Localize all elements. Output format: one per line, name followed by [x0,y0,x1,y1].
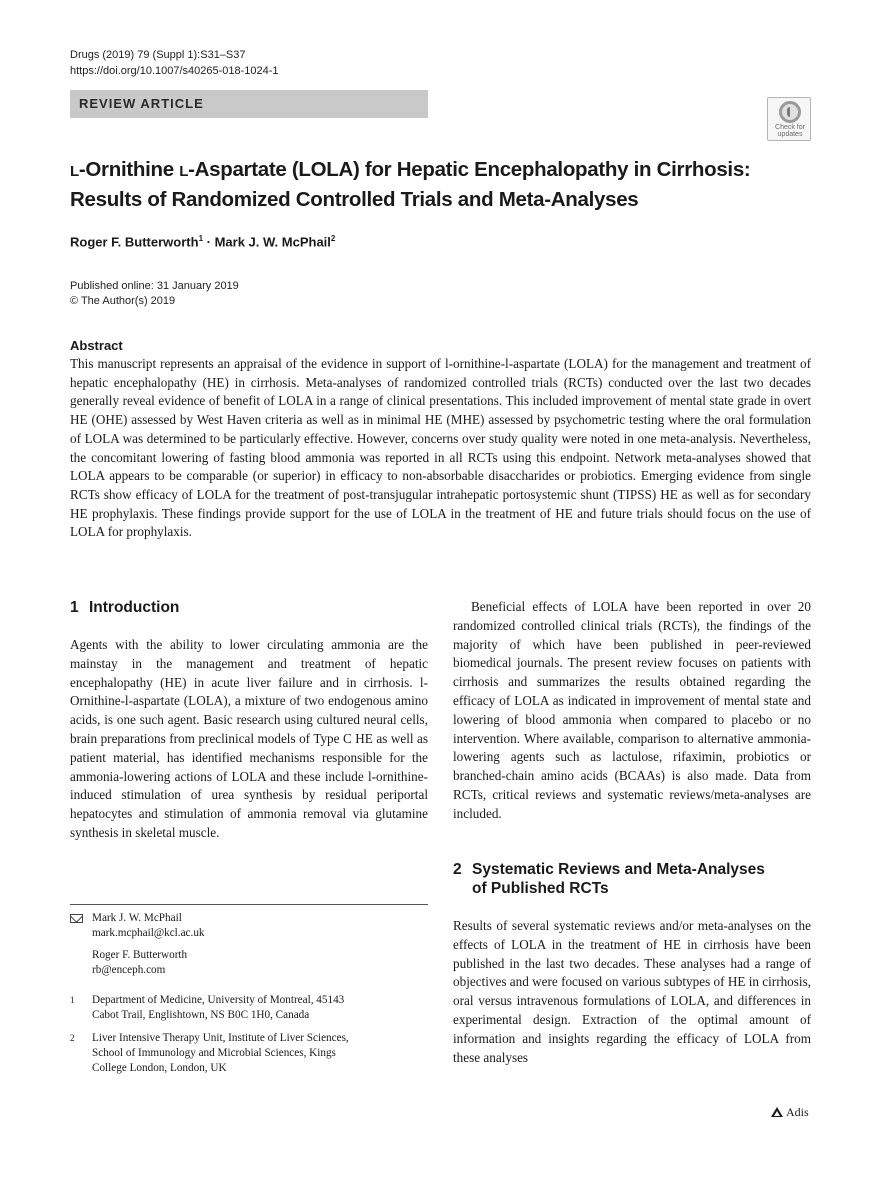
check-for-updates-button[interactable] [767,97,811,141]
introduction-paragraph: Agents with the ability to lower circulating ammonia are the mainstay in the management and treatment of hepatic encephalopathy (HE) in acute liver failure and in cirrhosis. l-Ornithine-l-aspartate (LOLA), a mixture of two endogenous amino acids, is one such agent. Basic research using cultured neural cells, brain preparations from preclinical models of Type C HE as well as patient material, has identified mechanisms responsible for the ammonia-lowering actions of LOLA and these include l-ornithine-induced stimulation of urea synthesis by residual periportal hepatocytes and stimulation of ammonia removal via glutamine synthesis in skeletal muscle. [70,637,428,840]
contact-email-link[interactable]: rb@enceph.com [92,964,166,976]
title-smallcap-1: L [70,163,79,180]
abstract-heading: Abstract [70,338,123,353]
affiliation-line: School of Immunology and Microbial Sciences, Kings [92,1047,336,1059]
check-updates-line2: updates [777,131,803,138]
publisher-name: Adis [786,1105,809,1119]
author-contact-footnote [70,948,428,978]
section-number: 2 [453,861,462,878]
publication-info [70,279,239,309]
affiliation-line: Department of Medicine, University of Montreal, 45143 [92,994,345,1006]
title-part2: -Aspartate (LOLA) for Hepatic Encephalopathy in Cirrhosis: [188,158,751,181]
journal-info [70,47,279,79]
check-for-updates-text [768,124,812,138]
affiliation-line: Liver Intensive Therapy Unit, Institute of Liver Sciences, [92,1032,349,1044]
affiliation-number: 1 [70,995,75,1005]
title-smallcap-2: L [179,163,189,180]
title-line1 [70,158,750,181]
contact-name: Mark J. W. McPhail [92,912,182,924]
abstract-text: This manuscript represents an appraisal of the evidence in support of l-ornithine-l-aspartate (LOLA) for the management and treatment of hepatic encephalopathy (HE) in cirrhosis. Meta-analyses of randomized controlled trials (RCTs) conducted over the last two decades generally reveal evidence of benefit of LOLA in a range of clinical presentations. This included improvement of mental state grade in overt HE (OHE) assessed by West Haven criteria as well as in minimal HE (MHE) assessed by psychometric testing where the oral formulation of LOLA was determined to be particularly effective. However, concerns over study quality were noted in one meta-analysis. Nevertheless, the concomitant lowering of fasting blood ammonia was reported in all RCTs using this endpoint. Network meta-analyses showed that LOLA appears to be comparable (or superior) in efficacy to non-absorbable disaccharides or probiotics. Emerging evidence from single RCTs show efficacy of LOLA for the treatment of post-transjugular intrahepatic portosystemic shunt (TIPSS) HE as well as for secondary HE prophylaxis. These findings provide support for the use of LOLA in the treatment of HE and future trials should focus on the use of LOLA for prophylaxis. [70,356,811,540]
affiliation-number: 2 [70,1033,75,1043]
author-list [70,234,335,249]
author-name[interactable]: Roger F. Butterworth [70,234,199,250]
author-affiliation-mark: 2 [330,234,336,243]
title-part1: -Ornithine [78,158,180,181]
article-type-label: REVIEW ARTICLE [79,96,204,111]
article-title [70,156,810,214]
section-heading-introduction [70,598,179,617]
copyright-notice: © The Author(s) 2019 [70,295,176,307]
journal-citation: Drugs (2019) 79 (Suppl 1):S31–S37 [70,49,246,61]
affiliation-footnote-2 [70,1031,428,1076]
check-updates-line1: Check for [775,124,805,131]
check-for-updates-icon [779,101,801,123]
section-number: 1 [70,599,79,616]
author-separator: · [203,234,215,250]
contact-name: Roger F. Butterworth [92,949,188,961]
author-affiliation-mark: 1 [198,234,204,243]
introduction-paragraph-2: Beneficial effects of LOLA have been reported in over 20 randomized controlled clinical trials (RCTs), the findings of the majority of which have been published in peer-reviewed biomedical journals. The present review focuses on patients with cirrhosis and summarizes the results obtained regarding the efficacy of LOLA as indicated in improvement of mental state and lowering of blood ammonia when compared to placebo or no intervention. Where available, comparison to alternative ammonia-lowering agents such as lactulose, rifaximin, probiotics or branched-chain amino acids (BCAAs) is also made. Data from RCTs, critical reviews and systematic reviews/meta-analyses are included. [453,599,811,821]
article-type-banner [70,90,428,118]
published-date: Published online: 31 January 2019 [70,280,239,292]
author-name[interactable]: Mark J. W. McPhail [214,234,331,250]
systematic-reviews-paragraph: Results of several systematic reviews and/or meta-analyses on the effects of LOLA in the treatment of HE in cirrhosis have been published in the last two decades. These analyses had a range of objectives and were focused on various subtypes of HE in cirrhosis, oral versus intravenous formulations of LOLA, and differences in experimental design. Extraction of the optimal amount of information and insights regarding the efficacy of LOLA from these analyses [453,918,811,1065]
envelope-icon [70,914,83,923]
affiliation-line: Cabot Trail, Englishtown, NS B0C 1H0, Canada [92,1009,310,1021]
title-line2: Results of Randomized Controlled Trials and Meta-Analyses [70,188,639,211]
publisher-logo [771,1105,809,1120]
section-title: Introduction [89,599,180,616]
contact-email-link[interactable]: mark.mcphail@kcl.ac.uk [92,927,205,939]
affiliation-footnote-1 [70,993,428,1023]
footnote-divider [70,904,428,905]
journal-doi-link[interactable]: https://doi.org/10.1007/s40265-018-1024-1 [70,65,279,77]
adis-logo-icon [771,1107,783,1117]
affiliation-line: College London, London, UK [92,1062,227,1074]
section-title-line1: Systematic Reviews and Meta-Analyses [472,861,765,878]
section-heading-systematic-reviews [453,860,811,898]
corresponding-author-footnote [70,911,428,941]
section-title-line2: of Published RCTs [472,880,609,897]
